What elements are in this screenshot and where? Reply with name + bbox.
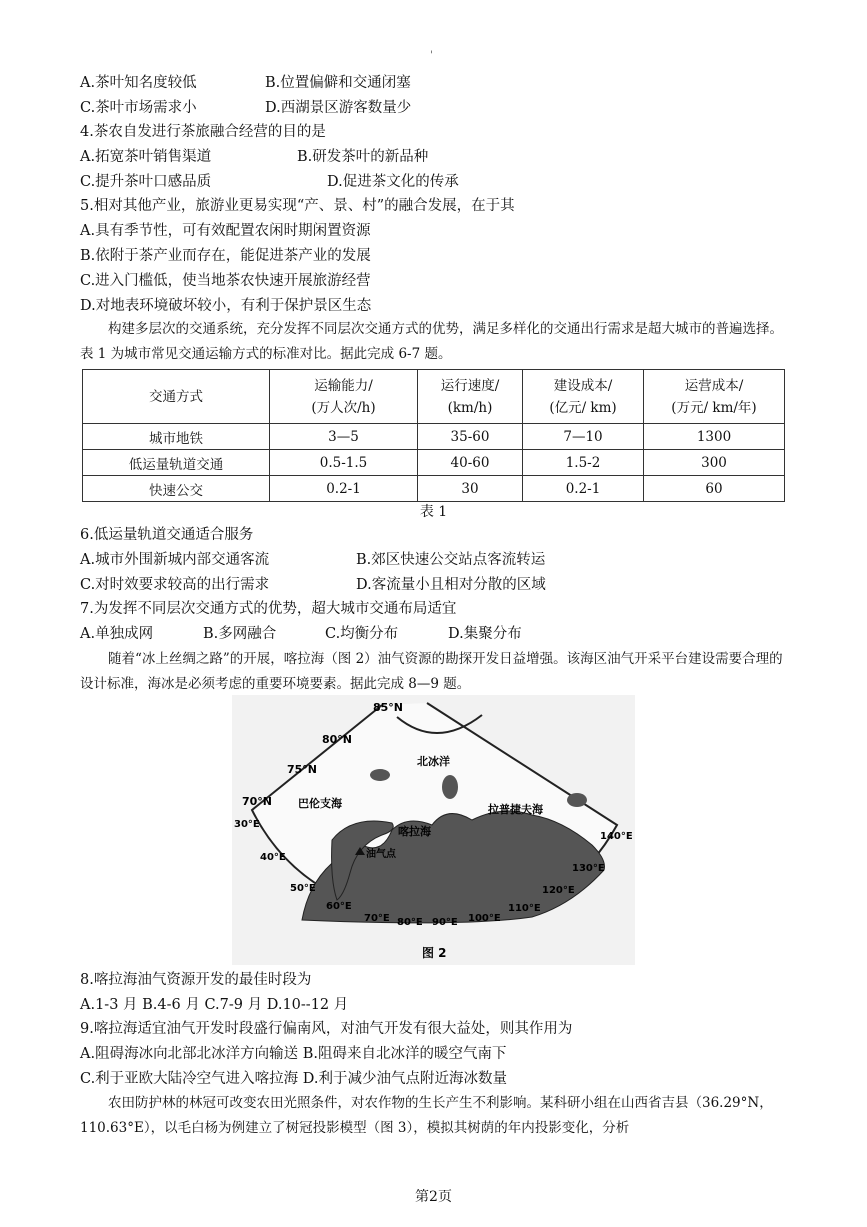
q4-option-c: C.提升茶叶口感品质 [80,174,212,190]
q8-options: A.1-3 月 B.4-6 月 C.7-9 月 D.10--12 月 [80,997,349,1013]
q3-option-c: C.茶叶市场需求小 [80,100,197,116]
lon-label: 140°E [600,831,633,842]
intro-10-text: 农田防护林的林冠可改变农田光照条件，对农作物的生长产生不利影响。某科研小组在山西省吉县（36.29°N，110.63°E），以毛白杨为例建立了树冠投影模型（图 3），模拟其树荫的年内投影变化，分析 [80,1095,773,1136]
lon-label: 100°E [468,913,501,924]
table-cell: 30 [418,476,523,502]
q5-stem: 5.相对其他产业，旅游业更易实现“产、景、村”的融合发展，在于其 [80,198,515,214]
table-header: 运营成本/ (万元/ km/年) [644,370,785,424]
table-row [83,424,785,450]
lat-label: 80°N [322,733,353,746]
table-cell: 35-60 [418,424,523,450]
q7-stem: 7.为发挥不同层次交通方式的优势，超大城市交通布局适宜 [80,601,457,617]
table-header: 运输能力/ (万人次/h) [270,370,418,424]
table-cell: 0.2-1 [523,476,644,502]
lon-label: 120°E [542,885,575,896]
table-caption: 表 1 [419,504,448,520]
sea-label: 北冰洋 [417,755,450,768]
q7-option-d: D.集聚分布 [448,626,522,642]
lon-label: 60°E [326,901,352,912]
intro-6-7-text: 构建多层次的交通系统，充分发挥不同层次交通方式的优势，满足多样化的交通出行需求是超大城市的普遍选择。表 1 为城市常见交通运输方式的标准对比。据此完成 6-7 题。 [80,321,783,362]
q7-option-a: A.单独成网 [80,626,154,642]
table-header: 运行速度/ (km/h) [418,370,523,424]
island-franz-josef [370,769,390,781]
intro-8-9 [80,647,786,697]
island-severnaya [442,775,458,799]
q9-options-ab: A.阻碍海冰向北部北冰洋方向输送 B.阻碍来自北冰洋的暖空气南下 [80,1046,507,1062]
q3-option-d: D.西湖景区游客数量少 [265,100,412,116]
sea-label: 拉普捷夫海 [488,803,543,816]
intro-6-7 [80,317,786,367]
table-cell: 60 [644,476,785,502]
q4-option-b: B.研发茶叶的新品种 [297,149,429,165]
q7-option-c: C.均衡分布 [325,626,399,642]
figure-2-map [232,695,635,965]
lat-label: 70°N [242,795,273,808]
q5-option-c: C.进入门槛低，使当地茶农快速开展旅游经营 [80,273,371,289]
table-cell: 40-60 [418,450,523,476]
q4-option-d: D.促进茶文化的传承 [327,174,459,190]
lat-label: 85°N [373,701,404,714]
table-row [83,476,785,502]
lat-label: 75°N [287,763,318,776]
q6-stem: 6.低运量轨道交通适合服务 [80,527,254,543]
q9-stem: 9.喀拉海适宜油气开发时段盛行偏南风，对油气开发有很大益处，则其作用为 [80,1021,573,1037]
lon-label: 80°E [397,917,423,928]
lon-label: 90°E [432,917,458,928]
table-cell: 城市地铁 [83,424,270,450]
q6-option-c: C.对时效要求较高的出行需求 [80,577,270,593]
table-cell: 3—5 [270,424,418,450]
sea-label: 巴伦支海 [298,797,342,810]
q6-option-d: D.客流量小且相对分散的区域 [356,577,546,593]
lon-label: 30°E [234,819,260,830]
table-1 [82,369,785,502]
page-marker: ' [430,50,433,61]
sea-label: 喀拉海 [398,825,431,838]
page-number: 第2页 [415,1189,452,1205]
table-row [83,450,785,476]
table-cell: 0.2-1 [270,476,418,502]
lon-label: 110°E [508,903,541,914]
q9-options-cd: C.利于亚欧大陆冷空气进入喀拉海 D.利于减少油气点附近海冰数量 [80,1071,508,1087]
q3-option-a: A.茶叶知名度较低 [80,75,197,91]
table-cell: 0.5-1.5 [270,450,418,476]
q5-option-a: A.具有季节性，可有效配置农闲时期闲置资源 [80,223,371,239]
table-cell: 快速公交 [83,476,270,502]
q5-option-d: D.对地表环境破坏较小，有利于保护景区生态 [80,298,372,314]
lon-label: 130°E [572,863,605,874]
oil-point-label: 油气点 [366,849,396,860]
q6-option-a: A.城市外围新城内部交通客流 [80,552,270,568]
q8-stem: 8.喀拉海油气资源开发的最佳时段为 [80,972,312,988]
table-cell: 1.5-2 [523,450,644,476]
intro-10 [80,1091,786,1141]
lon-label: 50°E [290,883,316,894]
map-svg [232,695,635,965]
island-new-siberian [567,793,587,807]
table-header: 建设成本/ (亿元/ km) [523,370,644,424]
table-cell: 低运量轨道交通 [83,450,270,476]
table-cell: 1300 [644,424,785,450]
figure-caption: 图 2 [422,946,447,960]
table-cell: 7—10 [523,424,644,450]
q6-option-b: B.郊区快速公交站点客流转运 [356,552,546,568]
intro-8-9-text: 随着“冰上丝绸之路”的开展，喀拉海（图 2）油气资源的勘探开发日益增强。该海区油气开采平台建设需要合理的设计标准，海冰是必须考虑的重要环境要素。据此完成 8—9 题。 [80,651,783,692]
q4-option-a: A.拓宽茶叶销售渠道 [80,149,212,165]
table-header-row [83,370,785,424]
lon-label: 70°E [364,913,390,924]
q4-stem: 4.茶农自发进行茶旅融合经营的目的是 [80,124,326,140]
q3-option-b: B.位置偏僻和交通闭塞 [265,75,411,91]
q5-option-b: B.依附于茶产业而存在，能促进茶产业的发展 [80,248,371,264]
table-cell: 300 [644,450,785,476]
q7-option-b: B.多网融合 [203,626,277,642]
lon-label: 40°E [260,852,286,863]
table-header: 交通方式 [83,370,270,424]
